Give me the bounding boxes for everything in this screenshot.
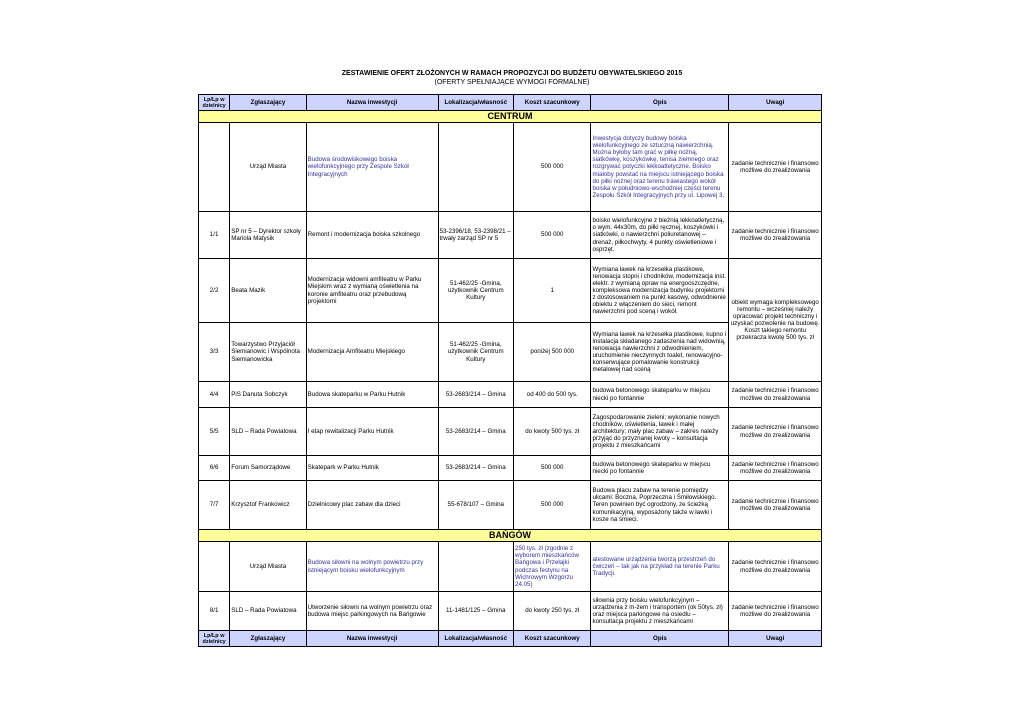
cell-uwagi: zadanie techniczniе i finansowo możliwe do zrealizowania	[729, 542, 822, 592]
cell-lp: 7/7	[199, 481, 230, 530]
cell-lokalizacja: 11-1481/125 – Gmina	[438, 592, 513, 631]
cell-nazwa: Budowa siłowni na wolnym powietrzu przy istniejącym boisku wielofunkcyjnym	[306, 542, 438, 592]
section-title: CENTRUM	[199, 111, 822, 123]
cell-lp: 8/1	[199, 592, 230, 631]
document-header	[0, 69, 1024, 87]
cell-opis: budowa betonowego skateparku w miejscu niecki po fontannie	[591, 382, 729, 408]
table-row	[199, 382, 822, 408]
cell-zglaszajacy: Krzysztof Frankowicz	[230, 481, 306, 530]
cell-opis: Wymiana ławek na krzesełka plastikowe, kupno i instalacja składanego zadaszenia nad widownią, renowacja nawierzchni z odwodnieniem, uruchomienie nieczynnych toalet, renowacyjno-konserwujące pomalowanie konstrukcji metalowej nad sceną	[591, 323, 729, 382]
col-opis: Opis	[591, 631, 729, 647]
cell-nazwa: I etap rewitalizacji Parku Hutnik	[306, 408, 438, 456]
cell-koszt: 500 000	[514, 456, 591, 481]
cell-uwagi: zadanie techniczniе i finansowo możliwe do zrealizowania	[729, 212, 822, 259]
cell-koszt: do kwoty 500 tys. zł	[514, 408, 591, 456]
cell-zglaszajacy: SLD – Rada Powiatowa	[230, 592, 306, 631]
table-row	[199, 542, 822, 592]
cell-lp: 5/5	[199, 408, 230, 456]
cell-lokalizacja	[438, 542, 513, 592]
document-title: ZESTAWIENIE OFERT ZŁOŻONYCH W RAMACH PROPOZYCJI DO BUDŻETU OBYWATELSKIEGO 2015	[341, 70, 683, 77]
cell-uwagi: obiekt wymaga kompleksowego remontu – wcześniej należy opracować projekt techniczny i uzyskać pozwolenie na budowę. Koszt takiego remontu przekracza kwotę 500 tys. zł	[729, 259, 822, 382]
table-row	[199, 123, 822, 212]
cell-nazwa: Modernizacja widowni amfiteatru w Parku Miejskim wraz z wymianą oświetlenia na koronie amfiteatru oraz przebudową projektorni	[306, 259, 438, 323]
cell-nazwa: Utworzenie siłowni na wolnym powietrzu oraz budowa miejsc parkingowych na Bańgowie	[306, 592, 438, 631]
col-lp: Lp/Lp w dzielnicy	[199, 95, 230, 111]
cell-lp: 4/4	[199, 382, 230, 408]
cell-lokalizacja: 51-462/25 -Gmina, użytkownik Centrum Kultury	[438, 323, 513, 382]
cell-lokalizacja: 53-2396/18, 53-2398/21 – trwały zarząd SP nr 5	[438, 212, 513, 259]
cell-nazwa: Budowa skateparku w Parku Hutnik	[306, 382, 438, 408]
cell-zglaszajacy: Towarzystwo Przyjaciół Siemianowic i Wspólnota Siemianowicka	[230, 323, 306, 382]
cell-lp: 1/1	[199, 212, 230, 259]
cell-opis: Budowa placu zabaw na terenie pomiędzy ulicami: Boczna, Poprzeczna i Śmiłowskiego. Teren powinien być ogrodzony, ze ścieżką komunikacyjną, wyposażony także w ławki i kosze na śmieci.	[591, 481, 729, 530]
cell-koszt: do kwoty 250 tys. zł	[514, 592, 591, 631]
document-subtitle: (OFERTY SPEŁNIAJĄCE WYMOGI FORMALNE)	[434, 79, 590, 86]
cell-opis: Inwestycja dotyczy budowy boiska wielofunkcyjnego ze sztuczną nawierzchnią. Można byłoby tam grać w piłkę nożną, siatkówkę, koszykówkę, tenisa ziemnego oraz rozgrywać potyczki lekkoatletyczne. Boisko miałoby powstać na miejscu istniejącego boiska do piłki nożnej oraz terenu trawiastego wokół boiska w południowo-wschodniej części terenu Zespołu Szkół Integracyjnych przy ul. Lipowej 3.	[591, 123, 729, 212]
cell-zglaszajacy: PiS Danuta Sobczyk	[230, 382, 306, 408]
col-opis: Opis	[591, 95, 729, 111]
cell-lp	[199, 123, 230, 212]
cell-lp: 2/2	[199, 259, 230, 323]
cell-koszt: 500 000	[514, 481, 591, 530]
col-koszt: Koszt szacunkowy	[514, 631, 591, 647]
col-koszt: Koszt szacunkowy	[514, 95, 591, 111]
cell-opis: atestowane urządzenia tworzą przestrzeń do ćwiczeń – tak jak na przykład na terenie Parku Tradycji.	[591, 542, 729, 592]
cell-lp	[199, 542, 230, 592]
offers-table	[198, 94, 822, 647]
cell-zglaszajacy: SP nr 5 – Dyrektor szkoły Mariola Matysik	[230, 212, 306, 259]
cell-zglaszajacy: Urząd Miasta	[230, 542, 306, 592]
col-lokalizacja: Lokalizacja/własność	[438, 95, 513, 111]
cell-opis: boisko wielofunkcyjne z bieżnią lekkoatletyczną, o wym. 44x30m, do piłki ręcznej, koszykówki i siatkówki, o nawierzchni poliuretanowej – drenaż, piłkochwyty, 4 punkty oświetleniowe i osprzęt.	[591, 212, 729, 259]
table-row	[199, 408, 822, 456]
cell-lp: 3/3	[199, 323, 230, 382]
cell-lokalizacja: 53-2683/214 – Gmina	[438, 408, 513, 456]
col-nazwa: Nazwa inwestycji	[306, 631, 438, 647]
cell-lokalizacja: 51-462/25 -Gmina, użytkownik Centrum Kultury	[438, 259, 513, 323]
table-row	[199, 592, 822, 631]
cell-opis: Wymiana ławek na krzesełka plastikowe, renowacja stopni i chodników, modernizacja inst. elektr. z wymianą opraw na energooszczędne, kompleksowa modernizacja budynku projektorni z dostosowaniem na punkt kasowy, odwodnienie obiektu z włączeniem do sieci, remont nawierzchni pod sceną i wokół.	[591, 259, 729, 323]
cell-uwagi: zadanie techniczniе i finansowo możliwe do zrealizowania	[729, 123, 822, 212]
cell-uwagi: zadanie techniczniе i finansowo możliwe do zrealizowania	[729, 456, 822, 481]
col-lokalizacja: Lokalizacja/własność	[438, 631, 513, 647]
table-row	[199, 259, 822, 323]
col-zglaszajacy: Zgłaszający	[230, 631, 306, 647]
cell-zglaszajacy: SLD – Rada Powiatowa	[230, 408, 306, 456]
table-header-row	[199, 95, 822, 111]
cell-zglaszajacy: Urząd Miasta	[230, 123, 306, 212]
cell-uwagi: zadanie techniczniе i finansowo możliwe do zrealizowania	[729, 592, 822, 631]
table-row	[199, 481, 822, 530]
cell-koszt: 500 000	[514, 212, 591, 259]
cell-uwagi: zadanie techniczniе i finansowo możliwe do zrealizowania	[729, 408, 822, 456]
cell-nazwa: Dzielnicowy plac zabaw dla dzieci	[306, 481, 438, 530]
cell-nazwa: Budowa środowiskowego boiska wielofunkcyjnego przy Zespole Szkół Integracyjnych	[306, 123, 438, 212]
table-footer-row	[199, 631, 822, 647]
table-row	[199, 456, 822, 481]
cell-uwagi: zadanie techniczniе i finansowo możliwe do zrealizowania	[729, 481, 822, 530]
col-zglaszajacy: Zgłaszający	[230, 95, 306, 111]
cell-nazwa: Remont i modernizacja boiska szkolnego	[306, 212, 438, 259]
col-nazwa: Nazwa inwestycji	[306, 95, 438, 111]
cell-opis: siłownia przy boisku wielofunkcyjnym – urządzenia z m-żem i transportem (ok 50tys. zł) oraz miejsca parkingowe na osiedlu – konsultacja projektu z mieszkańcami	[591, 592, 729, 631]
cell-lokalizacja	[438, 123, 513, 212]
cell-koszt: poniżej 500 000	[514, 323, 591, 382]
cell-koszt: 250 tys. zł (zgodnie z wyborem mieszkańców Bańgowa i Przełajki podczas festynu na Wichrowym Wzgórzu 24.05)	[514, 542, 591, 592]
cell-nazwa: Skatepark w Parku Hutnik	[306, 456, 438, 481]
section-row-centrum	[199, 111, 822, 123]
cell-zglaszajacy: Forum Samorządowe	[230, 456, 306, 481]
cell-nazwa: Modernizacja Amfiteatru Miejskiego	[306, 323, 438, 382]
cell-koszt: 500 000	[514, 123, 591, 212]
table-row	[199, 212, 822, 259]
section-title: BAŃGÓW	[199, 530, 822, 542]
cell-zglaszajacy: Beata Mazik	[230, 259, 306, 323]
cell-lokalizacja: 55-678/107 – Gmina	[438, 481, 513, 530]
cell-lokalizacja: 53-2683/214 – Gmina	[438, 382, 513, 408]
cell-koszt: 1	[514, 259, 591, 323]
section-row-bangow	[199, 530, 822, 542]
cell-uwagi: zadanie techniczniе i finansowo możliwe do zrealizowania	[729, 382, 822, 408]
cell-koszt: od 400 do 500 tys.	[514, 382, 591, 408]
col-uwagi: Uwagi	[729, 631, 822, 647]
cell-lp: 6/6	[199, 456, 230, 481]
cell-lokalizacja: 53-2683/214 – Gmina	[438, 456, 513, 481]
col-lp: Lp/Lp w dzielnicy	[199, 631, 230, 647]
cell-opis: Zagospodarowanie zieleni; wykonanie nowych chodników, oświetlenia, ławek i małej architektury; mały plac zabaw – zakres należy przyjąć do przyznanej kwoty – konsultacja projektu z mieszkańcami	[591, 408, 729, 456]
table-row	[199, 323, 822, 382]
col-uwagi: Uwagi	[729, 95, 822, 111]
cell-opis: budowa betonowego skateparku w miejscu niecki po fontannie	[591, 456, 729, 481]
